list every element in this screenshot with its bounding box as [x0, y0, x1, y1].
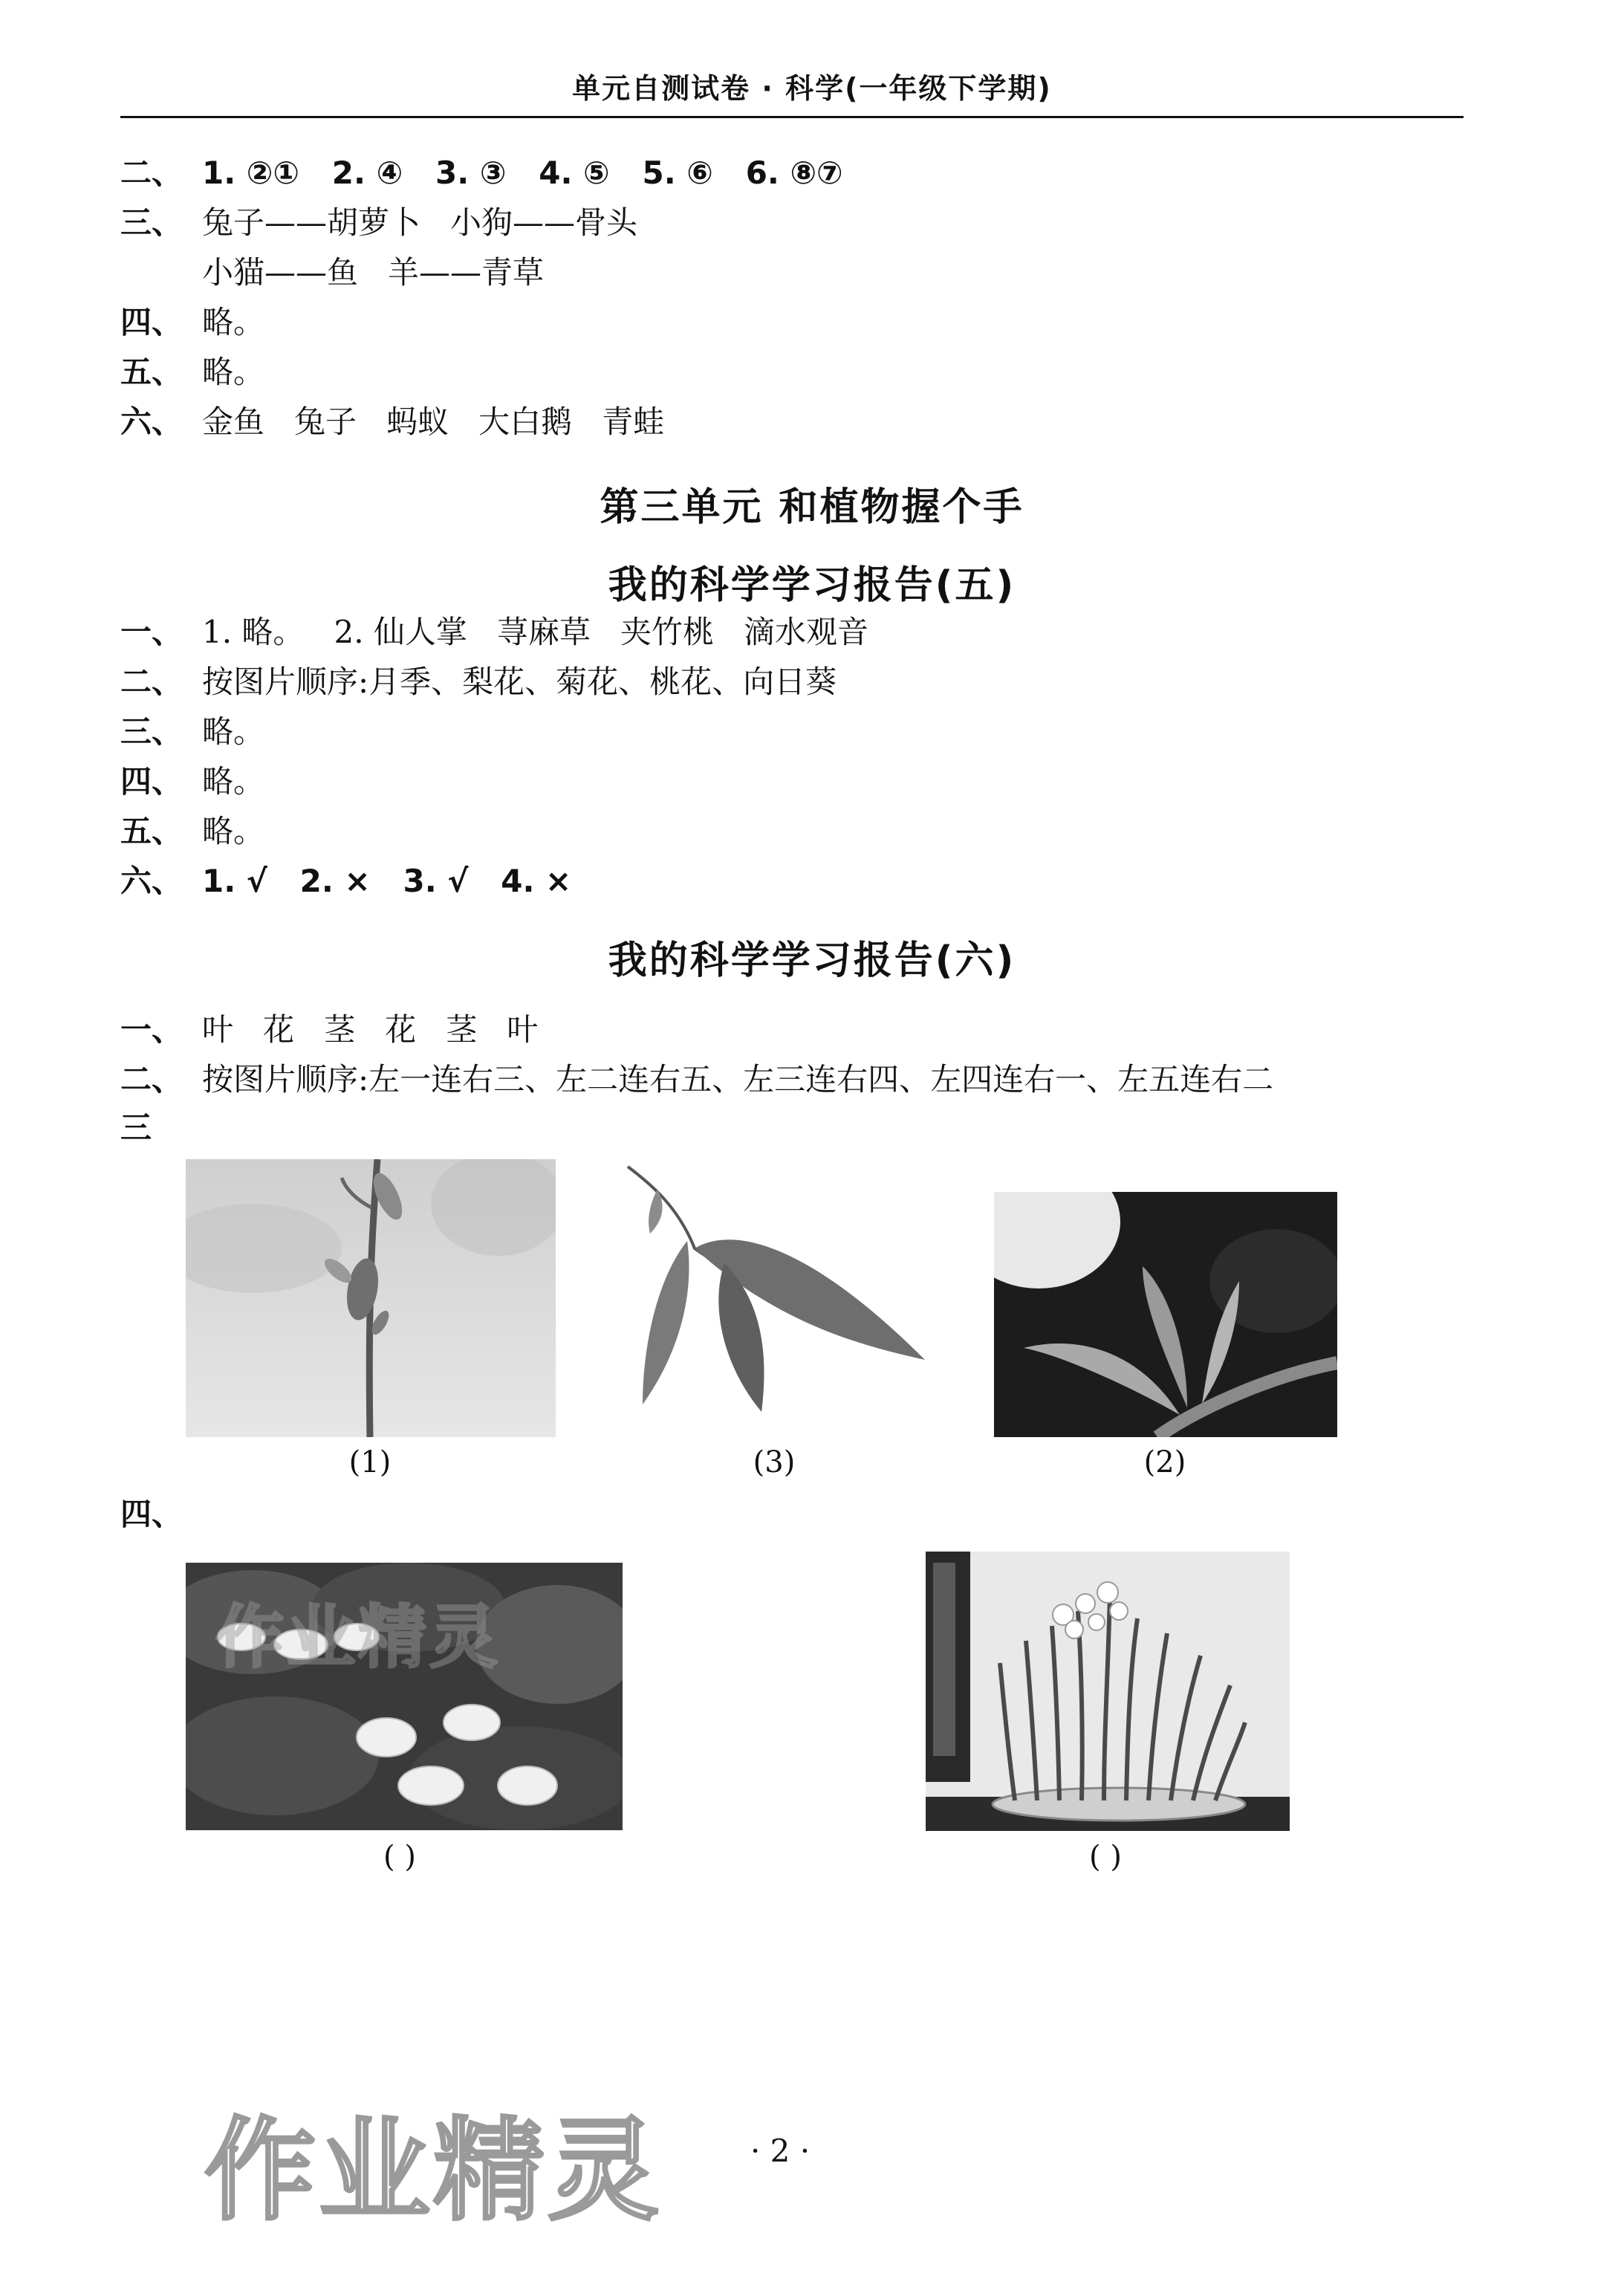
section-mark: 二、	[120, 1061, 183, 1098]
section-mark: 三、	[120, 204, 183, 241]
section-mark: 五、	[120, 354, 183, 390]
answer-line	[120, 811, 264, 852]
answer-text: 1. ②① 2. ④ 3. ③ 4. ⑤ 5. ⑥ 6. ⑧⑦	[202, 155, 843, 191]
section-mark: 二、	[120, 155, 183, 191]
answer-line	[120, 202, 637, 244]
answer-blank: ( )	[383, 1840, 416, 1874]
section-mark: 三、	[120, 713, 183, 750]
answer-line	[120, 860, 571, 902]
answer-line	[120, 1059, 1273, 1101]
answer-line	[120, 761, 264, 803]
answer-text: 略。	[202, 304, 265, 340]
section-mark: 四、	[120, 304, 183, 340]
answer-line	[120, 302, 264, 343]
photo-caption: (3)	[753, 1445, 796, 1479]
section-mark: 五、	[120, 813, 183, 849]
answer-text: 略。	[202, 763, 265, 800]
photo-caption: (2)	[1143, 1445, 1186, 1479]
answer-text: 按图片顺序:左一连右三、左二连右五、左三连右四、左四连右一、左五连右二	[202, 1061, 1274, 1098]
answer-line	[120, 252, 544, 294]
watermark-logo: 作业精灵	[215, 1598, 501, 1677]
section-mark: 四、	[120, 763, 183, 800]
narcissus-photo	[926, 1552, 1290, 1831]
answer-text: 小猫——鱼 羊——青草	[202, 254, 545, 291]
answer-text: 略。	[202, 813, 265, 849]
answer-text: 1. 略。 2. 仙人掌 荨麻草 夹竹桃 滴水观音	[202, 614, 869, 650]
page-number: · 2 ·	[750, 2133, 811, 2169]
answer-line	[120, 661, 837, 703]
answer-line	[120, 612, 868, 653]
answer-text: 金鱼 兔子 蚂蚁 大白鹅 青蛙	[202, 403, 665, 440]
answer-text: 按图片顺序:月季、梨花、菊花、桃花、向日葵	[202, 664, 837, 700]
willow-branch-photo	[994, 1192, 1337, 1437]
answer-line	[120, 711, 264, 753]
photo-caption: (1)	[348, 1445, 392, 1479]
answer-line	[120, 351, 264, 393]
unit-title: 第三单元 和植物握个手	[600, 485, 1024, 530]
header-rule	[120, 116, 1464, 118]
section-mark: 一、	[120, 1011, 183, 1048]
section-mark: 二、	[120, 664, 183, 700]
section-label	[120, 1107, 202, 1149]
answer-line	[120, 152, 843, 194]
answer-blank: ( )	[1089, 1840, 1122, 1874]
report-title: 我的科学学习报告(五)	[608, 563, 1016, 608]
answer-text: 略。	[202, 354, 265, 390]
section-mark: 一、	[120, 614, 183, 650]
section-mark: 六、	[120, 863, 183, 899]
answer-line	[120, 401, 664, 443]
section-label	[120, 1494, 202, 1535]
watermark-logo: 作业精灵	[204, 2107, 663, 2236]
answer-text: 叶 花 茎 花 茎 叶	[202, 1011, 539, 1048]
answer-text: 1. √ 2. × 3. √ 4. ×	[202, 863, 572, 899]
willow-leaves-photo	[613, 1159, 932, 1428]
section-mark: 六、	[120, 403, 183, 440]
answer-text: 兔子——胡萝卜 小狗——骨头	[202, 204, 638, 241]
section-mark: 三	[120, 1109, 152, 1146]
report-title: 我的科学学习报告(六)	[608, 939, 1016, 983]
answer-line	[120, 1009, 538, 1051]
answer-text: 略。	[202, 713, 265, 750]
section-mark: 四、	[120, 1496, 183, 1532]
running-header: 单元自测试卷 · 科学(一年级下学期)	[572, 72, 1052, 105]
willow-catkin-photo	[186, 1159, 556, 1437]
